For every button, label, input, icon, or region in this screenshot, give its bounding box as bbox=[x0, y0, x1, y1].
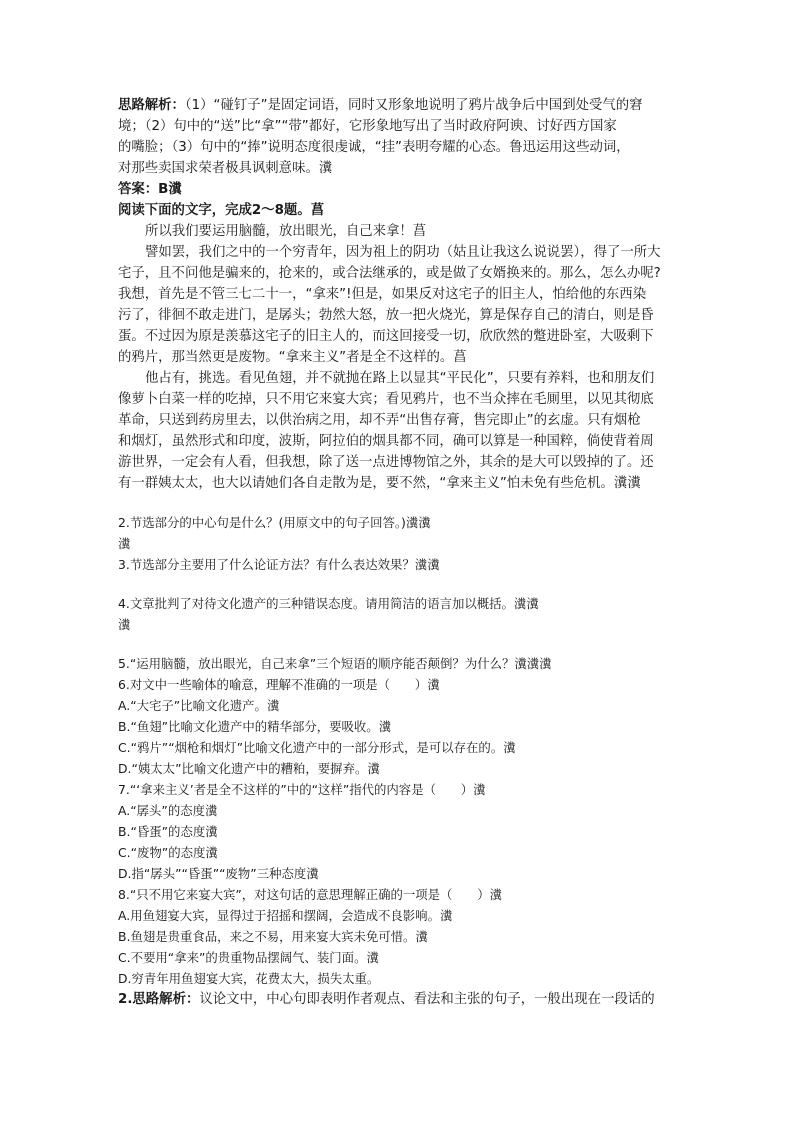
analysis-line: 境；（2）句中的“送”比“拿”“带”都好，它形象地写出了当时政府阿谀、讨好西方国家 bbox=[118, 119, 617, 134]
passage-line: 污了，徘徊不敢走进门，是孱头；勃然大怒，放一把火烧光，算是保存自己的清白，则是昏 bbox=[118, 308, 654, 323]
option-d: D.指“孱头”“昏蛋”“废物”三种态度瀵 bbox=[118, 866, 319, 881]
question-2-mark: 瀵 bbox=[118, 536, 131, 551]
passage-line: 他占有，挑选。看见鱼翅，并不就抛在路上以显其“平民化”，只要有养料，也和朋友们 bbox=[145, 371, 655, 386]
passage-line: 宅子，且不问他是骗来的，抢来的，或合法继承的，或是做了女婿换来的。那么，怎么办呢? bbox=[118, 266, 661, 281]
question-6: 6.对文中一些喻体的喻意，理解不准确的一项是（ ）瀵 bbox=[118, 677, 440, 692]
analysis-line: 对那些卖国求荣者极具讽刺意味。瀵 bbox=[118, 161, 333, 176]
option-d: D.穷青年用鱼翅宴大宾，花费太大，损失太重。 bbox=[118, 971, 380, 986]
option-b: B.“昏蛋”的态度瀵 bbox=[118, 824, 218, 839]
passage-line: 有一群姨太太，也大以请她们各自走散为是，要不然，“拿来主义”怕未免有些危机。瀵瀵 bbox=[118, 476, 641, 491]
option-b: B.鱼翅是贵重食品，来之不易，用来宴大宾未免可惜。瀵 bbox=[118, 929, 428, 944]
option-a: A.用鱼翅宴大宾，显得过于招摇和摆阔，会造成不良影响。瀵 bbox=[118, 908, 453, 923]
analysis-line: 思路解析：（1）“碰钉子”是固定词语，同时又形象地说明了鸦片战争后中国到处受气的窘 bbox=[118, 98, 643, 113]
passage-paragraph: 所以我们要运用脑髓，放出眼光，自己来拿！菖 bbox=[145, 224, 427, 239]
analysis-label: 思路解析： bbox=[118, 98, 185, 113]
question-2: 2.节选部分的中心句是什么？(用原文中的句子回答。)瀵瀵 bbox=[118, 515, 431, 530]
answer-line: 答案：B瀵 bbox=[118, 182, 182, 197]
passage-line: 和烟灯，虽然形式和印度，波斯，阿拉伯的烟具都不同，确可以算是一种国粹，倘使背着周 bbox=[118, 434, 654, 449]
passage-line: 革命，只送到药房里去，以供治病之用，却不弄“出售存膏，售完即止”的玄虚。只有烟枪 bbox=[118, 413, 641, 428]
option-a: A.“孱头”的态度瀵 bbox=[118, 803, 218, 818]
document-body bbox=[118, 95, 680, 1010]
option-d: D.“姨太太”比喻文化遗产中的糟粕，要摒弃。瀵 bbox=[118, 761, 380, 776]
question-4: 4.文章批判了对待文化遗产的三种错误态度。请用简洁的语言加以概括。瀵瀵 bbox=[118, 596, 539, 611]
passage-line: 我想，首先是不管三七二十一，“拿来”!但是，如果反对这宅子的旧主人，怕给他的东西染 bbox=[118, 287, 647, 302]
analysis-2-label: 2.思路解析： bbox=[118, 992, 200, 1007]
analysis-line: 的嘴脸；（3）句中的“捧”说明态度很虔诚，“挂”表明夸耀的心态。鲁迅运用这些动词， bbox=[118, 140, 630, 155]
question-8: 8.“只不用它来宴大宾”，对这句话的意思理解正确的一项是（ ）瀵 bbox=[118, 887, 502, 902]
passage-line: 譬如罢，我们之中的一个穷青年，因为祖上的阴功（姑且让我这么说说罢），得了一所大 bbox=[145, 245, 661, 260]
question-7: 7.“‘拿来主义’者是全不这样的”中的“这样”指代的内容是（ ）瀵 bbox=[118, 782, 486, 797]
option-c: C.不要用“拿来”的贵重物品摆阔气、装门面。瀵 bbox=[118, 950, 379, 965]
passage-line: 蛋。不过因为原是羡慕这宅子的旧主人的，而这回接受一切，欣欣然的蹩进卧室，大吸剩下 bbox=[118, 329, 654, 344]
option-a: A.“大宅子”比喻文化遗产。瀵 bbox=[118, 698, 280, 713]
question-5: 5.“运用脑髓，放出眼光，自己来拿”三个短语的顺序能否颠倒？为什么？瀵瀵瀵 bbox=[118, 656, 552, 671]
question-3: 3.节选部分主要用了什么论证方法？有什么表达效果？瀵瀵 bbox=[118, 557, 440, 572]
analysis-2-line: 2.思路解析：议论文中，中心句即表明作者观点、看法和主张的句子，一般出现在一段话的 bbox=[118, 992, 655, 1007]
passage-line: 的鸦片，那当然更是废物。“拿来主义”者是全不这样的。菖 bbox=[118, 350, 467, 365]
passage-heading: 阅读下面的文字，完成2～8题。菖 bbox=[118, 203, 325, 218]
option-c: C.“废物”的态度瀵 bbox=[118, 845, 218, 860]
passage-line: 游世界，一定会有人看，但我想，除了送一点进博物馆之外，其余的是大可以毁掉的了。还 bbox=[118, 455, 654, 470]
option-b: B.“鱼翅”比喻文化遗产中的精华部分，要吸收。瀵 bbox=[118, 719, 392, 734]
passage-line: 像萝卜白菜一样的吃掉，只不用它来宴大宾；看见鸦片，也不当众摔在毛厠里，以见其彻底 bbox=[118, 392, 654, 407]
question-4-mark: 瀵 bbox=[118, 617, 131, 632]
option-c: C.“鸦片”“烟枪和烟灯”比喻文化遗产中的一部分形式，是可以存在的。瀵 bbox=[118, 740, 516, 755]
